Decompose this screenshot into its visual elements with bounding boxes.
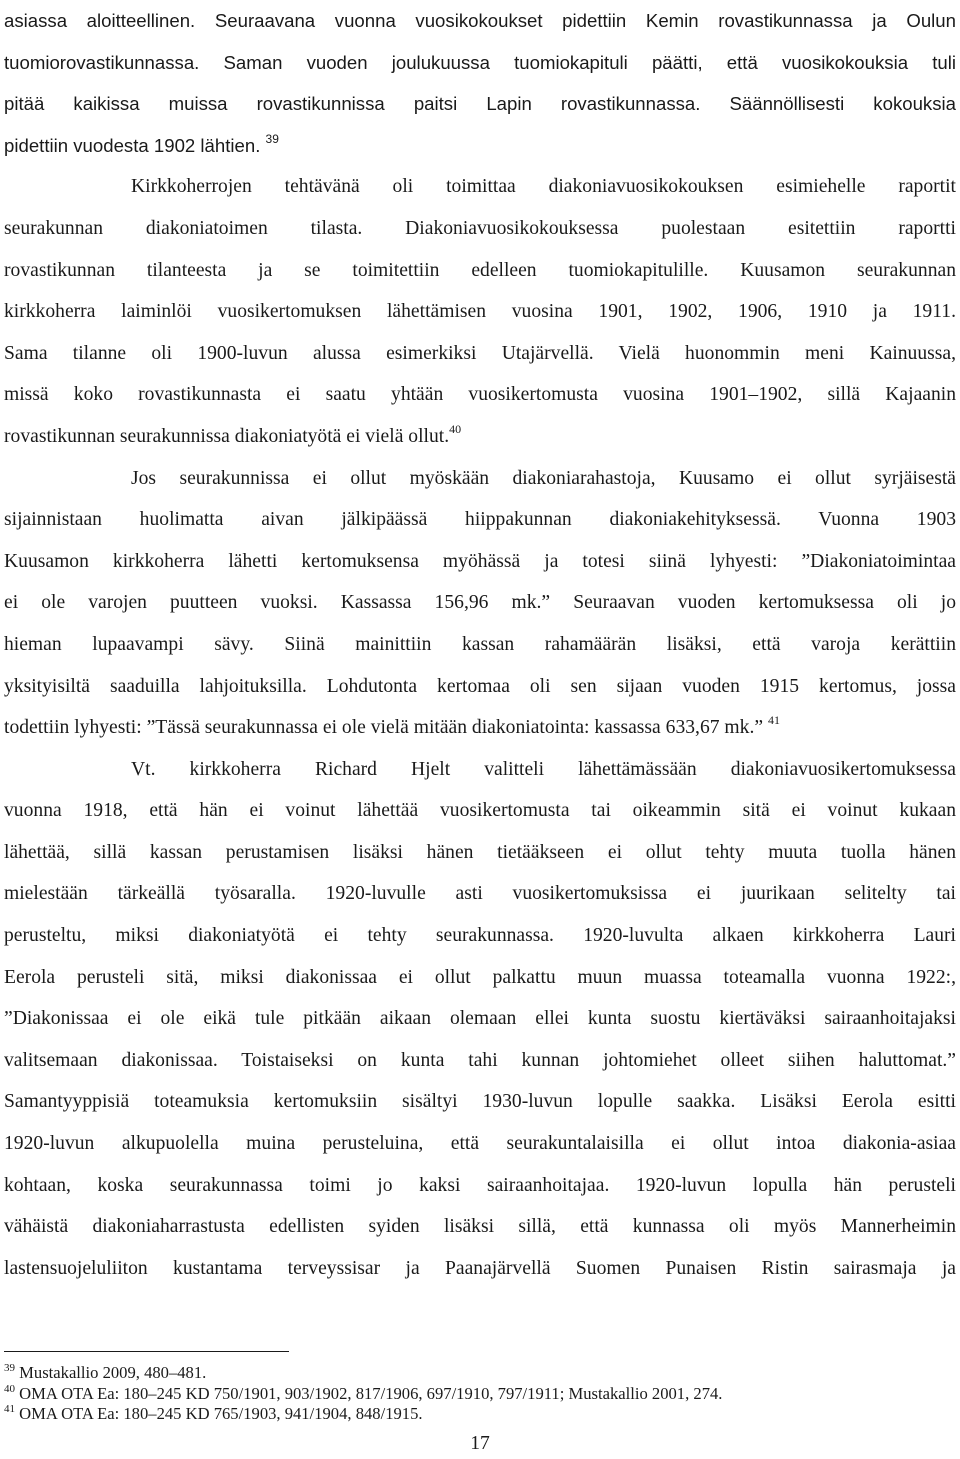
text-line: kirkkoherra laiminlöi vuosikertomuksen lähettämisen vuosina 1901, 1902, 1906, 1910 ja 1911.	[4, 301, 956, 323]
text-line: pitää kaikissa muissa rovastikunnissa paitsi Lapin rovastikunnassa. Säännöllisesti kokouksia	[4, 93, 956, 115]
footnote-number: 41	[4, 1403, 15, 1415]
text-line: seurakunnan diakoniatoimen tilasta. Diakoniavuosikokouksessa puolestaan esitettiin raportti	[4, 217, 956, 239]
text-line: lähettää, sillä kassan perustamisen lisäksi hänen tietääkseen ei ollut tehty muuta tuolla hänen	[4, 841, 956, 863]
text-line: Kuusamon kirkkoherra lähetti kertomuksensa myöhässä ja totesi siinä lyhyesti: ”Diakoniatoimintaa	[4, 550, 956, 572]
footnote-text: OMA OTA Ea: 180–245 KD 750/1901, 903/1902, 817/1906, 697/1910, 797/1911; Mustakallio 2001, 274.	[19, 1383, 723, 1403]
text-line: kohtaan, koska seurakunnassa toimi jo kaksi sairaanhoitajaa. 1920-luvun lopulla hän perusteli	[4, 1174, 956, 1196]
page-number: 17	[470, 1433, 490, 1454]
text-line: tuomiorovastikunnassa. Saman vuoden joulukuussa tuomiokapituli päätti, että vuosikokouksia tuli	[4, 51, 956, 73]
paragraph-first-line: Vt. kirkkoherra Richard Hjelt valitteli lähettämässään diakoniavuosikertomuksessa	[131, 758, 956, 780]
footnote-number: 40	[4, 1382, 15, 1395]
text-line	[4, 416, 956, 458]
text-line: vuonna 1918, että hän ei voinut lähettää vuosikertomusta tai oikeammin sitä ei voinut kukaan	[4, 800, 956, 822]
text-line: missä koko rovastikunnasta ei saatu yhtään vuosikertomusta vuosina 1901–1902, sillä Kajaanin	[4, 384, 956, 406]
text-line: rovastikunnan tilanteesta ja se toimitettiin edelleen tuomiokapitulille. Kuusamon seurakunnan	[4, 259, 956, 281]
footnote-reference[interactable]: 40	[449, 421, 462, 436]
footnote	[4, 1363, 956, 1384]
footnote-text: Mustakallio 2009, 480–481.	[19, 1363, 207, 1382]
body-text	[4, 0, 956, 1289]
text-line: Samantyyppisiä toteamuksia kertomuksiin sisältyi 1930-luvun lopulle saakka. Lisäksi Eerola esitti	[4, 1091, 956, 1113]
text-line: sijainnistaan huolimatta aivan jälkipäässä hiippakunnan diakoniakehityksessä. Vuonna 1903	[4, 509, 956, 531]
footnote-number: 39	[4, 1362, 15, 1374]
footnote-text: OMA OTA Ea: 180–245 KD 765/1903, 941/1904, 848/1915.	[19, 1404, 423, 1423]
text-line: Eerola perusteli sitä, miksi diakonissaa ei ollut palkattu muun muassa toteamalla vuonna 1922:,	[4, 966, 956, 988]
text-line: perusteltu, miksi diakoniatyötä ei tehty seurakunnassa. 1920-luvulta alkaen kirkkoherra Lauri	[4, 925, 956, 947]
text-line: lastensuojeluliiton kustantama terveyssisar ja Paanajärvellä Suomen Punaisen Ristin sairasmaja ja	[4, 1257, 956, 1279]
footnote-reference[interactable]: 41	[767, 713, 780, 728]
paragraph-first-line: Jos seurakunnissa ei ollut myöskään diakoniarahastoja, Kuusamo ei ollut syrjäisestä	[131, 467, 956, 489]
text-line: mielestään tärkeällä työsaralla. 1920-luvulle asti vuosikertomuksissa ei juurikaan selitelty tai	[4, 883, 956, 905]
text-line: ei ole varojen puutteen vuoksi. Kassassa 156,96 mk.” Seuraavan vuoden kertomuksessa oli jo	[4, 592, 956, 614]
text-line: ”Diakonissaa ei ole eikä tule pitkään aikaan olemaan ellei kunta suostu kiertäväksi sairaanhoitajaksi	[4, 1008, 956, 1030]
text-line: valitsemaan diakonissaa. Toistaiseksi on kunta tahi kunnan johtomiehet olleet siihen haluttomat.”	[4, 1049, 956, 1071]
text-line: Sama tilanne oli 1900-luvun alussa esimerkiksi Utajärvellä. Vielä huonommin meni Kainuussa,	[4, 342, 956, 364]
footnote-reference[interactable]: 39	[265, 131, 279, 146]
text-line-content: pidettiin vuodesta 1902 lähtien.	[4, 134, 261, 156]
footnotes	[4, 1363, 956, 1425]
text-line	[4, 707, 956, 749]
text-line: asiassa aloitteellinen. Seuraavana vuonna vuosikokoukset pidettiin Kemin rovastikunnassa ja Oulun	[4, 10, 956, 31]
paragraph-first-line: Kirkkoherrojen tehtävänä oli toimittaa diakoniavuosikokouksen esimiehelle raportit	[131, 176, 956, 198]
text-line: 1920-luvun alkupuolella muina perusteluina, että seurakuntalaisilla ei ollut intoa diakonia-asiaa	[4, 1133, 956, 1155]
text-line	[4, 125, 956, 167]
text-line-content: rovastikunnan seurakunnissa diakoniatyötä ei vielä ollut.	[4, 425, 450, 447]
footnote	[4, 1404, 956, 1425]
text-line-content: todettiin lyhyesti: ”Tässä seurakunnassa ei ole vielä mitään diakoniatointa: kassassa 633,67 mk.”	[4, 717, 764, 739]
footnote-separator	[4, 1351, 289, 1352]
text-line: hieman lupaavampi sävy. Siinä mainittiin kassan rahamäärän lisäksi, että varoja kerättiin	[4, 633, 956, 655]
text-line: vähäistä diakoniaharrastusta edellisten syiden lisäksi sillä, että kunnassa oli myös Mannerheimin	[4, 1216, 956, 1238]
footnote	[4, 1384, 956, 1405]
text-line: yksityisiltä saaduilla lahjoituksilla. Lohdutonta kertomaa oli sen sijaan vuoden 1915 kertomus, jossa	[4, 675, 956, 697]
